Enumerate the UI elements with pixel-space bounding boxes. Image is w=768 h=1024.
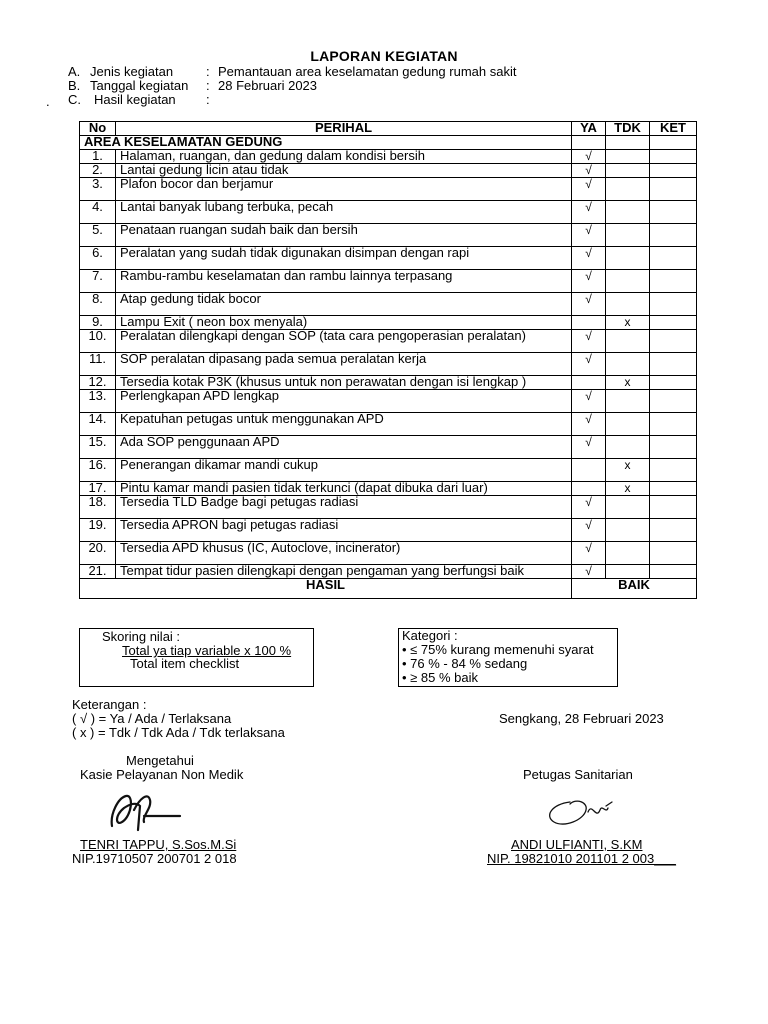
row-ket xyxy=(650,496,697,519)
section-row xyxy=(80,136,697,150)
table-row xyxy=(80,482,697,496)
place-date: Sengkang, 28 Februari 2023 xyxy=(499,711,664,726)
row-perihal: SOP peralatan dipasang pada semua peralatan kerja xyxy=(116,353,572,376)
row-tdk-mark: x xyxy=(606,316,650,330)
row-ya-mark xyxy=(572,376,606,390)
hasil-value: BAIK xyxy=(572,579,697,599)
row-ya-mark: √ xyxy=(572,565,606,579)
row-perihal: Tersedia APD khusus (IC, Autoclove, incinerator) xyxy=(116,542,572,565)
row-number: 2. xyxy=(80,164,116,178)
row-tdk-mark xyxy=(606,224,650,247)
row-tdk-mark xyxy=(606,247,650,270)
scoring-numerator: Total ya tiap variable x 100 % xyxy=(122,643,292,658)
row-tdk-mark xyxy=(606,390,650,413)
row-number: 13. xyxy=(80,390,116,413)
right-signature-icon xyxy=(540,792,620,834)
row-number: 7. xyxy=(80,270,116,293)
row-ket xyxy=(650,459,697,482)
row-perihal: Penataan ruangan sudah baik dan bersih xyxy=(116,224,572,247)
row-tdk-mark xyxy=(606,330,650,353)
hasil-row xyxy=(80,579,697,599)
row-ya-mark: √ xyxy=(572,293,606,316)
kategori-title: Kategori : xyxy=(402,628,458,643)
row-number: 4. xyxy=(80,201,116,224)
table-row xyxy=(80,519,697,542)
table-row xyxy=(80,270,697,293)
row-tdk-mark xyxy=(606,519,650,542)
row-tdk-mark xyxy=(606,164,650,178)
section-title: AREA KESELAMATAN GEDUNG xyxy=(80,136,572,150)
table-row xyxy=(80,247,697,270)
row-ket xyxy=(650,482,697,496)
left-signer-role: Kasie Pelayanan Non Medik xyxy=(80,767,244,782)
row-tdk-mark xyxy=(606,270,650,293)
header-tdk: TDK xyxy=(606,122,650,136)
table-row xyxy=(80,459,697,482)
row-perihal: Kepatuhan petugas untuk menggunakan APD xyxy=(116,413,572,436)
row-ya-mark: √ xyxy=(572,224,606,247)
left-signature-icon xyxy=(104,786,184,836)
keterangan-line: ( √ ) = Ya / Ada / Terlaksana xyxy=(72,711,232,726)
row-perihal: Plafon bocor dan berjamur xyxy=(116,178,572,201)
row-ket xyxy=(650,353,697,376)
kategori-item: • ≤ 75% kurang memenuhi syarat xyxy=(402,642,594,657)
mengetahui-label: Mengetahui xyxy=(126,753,194,768)
row-ket xyxy=(650,224,697,247)
row-ya-mark xyxy=(572,459,606,482)
row-number: 9. xyxy=(80,316,116,330)
row-tdk-mark: x xyxy=(606,459,650,482)
row-perihal: Tersedia kotak P3K (khusus untuk non perawatan dengan isi lengkap ) xyxy=(116,376,572,390)
row-number: 3. xyxy=(80,178,116,201)
keterangan-line: ( x ) = Tdk / Tdk Ada / Tdk terlaksana xyxy=(72,725,285,740)
table-row xyxy=(80,542,697,565)
keterangan-title: Keterangan : xyxy=(72,697,147,712)
kategori-item: • ≥ 85 % baik xyxy=(402,670,479,685)
row-ya-mark: √ xyxy=(572,353,606,376)
left-signer-nip: NIP.19710507 200701 2 018 xyxy=(72,851,237,866)
info-row-tanggal: B. Tanggal kegiatan : 28 Februari 2023 xyxy=(68,78,318,93)
row-ya-mark: √ xyxy=(572,496,606,519)
table-row xyxy=(80,413,697,436)
row-tdk-mark xyxy=(606,150,650,164)
info-row-hasil: C. Hasil kegiatan : xyxy=(68,92,210,107)
row-perihal: Rambu-rambu keselamatan dan rambu lainnya terpasang xyxy=(116,270,572,293)
row-number: 21. xyxy=(80,565,116,579)
row-ket xyxy=(650,316,697,330)
row-ket xyxy=(650,247,697,270)
row-perihal: Lantai banyak lubang terbuka, pecah xyxy=(116,201,572,224)
row-ket xyxy=(650,519,697,542)
row-tdk-mark xyxy=(606,353,650,376)
table-header-row xyxy=(80,122,697,136)
row-number: 14. xyxy=(80,413,116,436)
header-ya: YA xyxy=(572,122,606,136)
left-signer-name: TENRI TAPPU, S.Sos.M.Si xyxy=(80,837,237,852)
row-ya-mark: √ xyxy=(572,201,606,224)
table-row xyxy=(80,330,697,353)
row-number: 15. xyxy=(80,436,116,459)
row-number: 1. xyxy=(80,150,116,164)
row-ket xyxy=(650,150,697,164)
row-number: 20. xyxy=(80,542,116,565)
row-number: 17. xyxy=(80,482,116,496)
row-tdk-mark xyxy=(606,201,650,224)
stray-dot: . xyxy=(46,94,50,109)
table-row xyxy=(80,150,697,164)
row-number: 19. xyxy=(80,519,116,542)
row-tdk-mark xyxy=(606,542,650,565)
right-signer-nip: NIP. 19821010 201101 2 003___ xyxy=(487,851,676,866)
row-tdk-mark: x xyxy=(606,482,650,496)
row-ya-mark: √ xyxy=(572,150,606,164)
row-tdk-mark xyxy=(606,413,650,436)
table-row xyxy=(80,224,697,247)
row-ket xyxy=(650,178,697,201)
right-signer-role: Petugas Sanitarian xyxy=(523,767,633,782)
row-perihal: Halaman, ruangan, dan gedung dalam kondisi bersih xyxy=(116,150,572,164)
row-tdk-mark: x xyxy=(606,376,650,390)
row-number: 12. xyxy=(80,376,116,390)
row-ya-mark: √ xyxy=(572,413,606,436)
table-row xyxy=(80,293,697,316)
header-no: No xyxy=(80,122,116,136)
row-ya-mark xyxy=(572,482,606,496)
row-perihal: Tersedia APRON bagi petugas radiasi xyxy=(116,519,572,542)
table-row xyxy=(80,496,697,519)
table-row xyxy=(80,164,697,178)
kategori-box xyxy=(398,628,618,687)
row-perihal: Lantai gedung licin atau tidak xyxy=(116,164,572,178)
hasil-label: HASIL xyxy=(80,579,572,599)
scoring-title: Skoring nilai : xyxy=(102,629,181,644)
row-ket xyxy=(650,270,697,293)
row-ya-mark: √ xyxy=(572,519,606,542)
row-ya-mark: √ xyxy=(572,247,606,270)
row-ket xyxy=(650,164,697,178)
row-tdk-mark xyxy=(606,565,650,579)
header-ket: KET xyxy=(650,122,697,136)
table-row xyxy=(80,201,697,224)
checklist-table xyxy=(79,121,697,599)
row-perihal: Penerangan dikamar mandi cukup xyxy=(116,459,572,482)
table-row xyxy=(80,376,697,390)
row-ya-mark: √ xyxy=(572,164,606,178)
row-number: 5. xyxy=(80,224,116,247)
row-ya-mark: √ xyxy=(572,178,606,201)
row-tdk-mark xyxy=(606,293,650,316)
row-ya-mark: √ xyxy=(572,436,606,459)
row-ya-mark: √ xyxy=(572,542,606,565)
info-row-jenis: A. Jenis kegiatan : Pemantauan area keselamatan gedung rumah sakit xyxy=(68,64,517,79)
row-perihal: Tempat tidur pasien dilengkapi dengan pengaman yang berfungsi baik xyxy=(116,565,572,579)
row-tdk-mark xyxy=(606,436,650,459)
right-signer-name: ANDI ULFIANTI, S.KM xyxy=(511,837,643,852)
row-perihal: Tersedia TLD Badge bagi petugas radiasi xyxy=(116,496,572,519)
row-number: 6. xyxy=(80,247,116,270)
row-number: 10. xyxy=(80,330,116,353)
scoring-box xyxy=(79,628,314,687)
row-number: 11. xyxy=(80,353,116,376)
row-ya-mark: √ xyxy=(572,330,606,353)
row-ya-mark: √ xyxy=(572,270,606,293)
row-perihal: Peralatan dilengkapi dengan SOP (tata cara pengoperasian peralatan) xyxy=(116,330,572,353)
row-perihal: Atap gedung tidak bocor xyxy=(116,293,572,316)
scoring-denominator: Total item checklist xyxy=(130,656,240,671)
table-row xyxy=(80,316,697,330)
row-number: 16. xyxy=(80,459,116,482)
row-ket xyxy=(650,542,697,565)
table-row xyxy=(80,565,697,579)
table-row xyxy=(80,436,697,459)
row-perihal: Ada SOP penggunaan APD xyxy=(116,436,572,459)
row-ya-mark xyxy=(572,316,606,330)
row-ket xyxy=(650,293,697,316)
table-row xyxy=(80,178,697,201)
report-title: LAPORAN KEGIATAN xyxy=(310,48,458,64)
header-perihal: PERIHAL xyxy=(116,122,572,136)
row-perihal: Lampu Exit ( neon box menyala) xyxy=(116,316,572,330)
row-ket xyxy=(650,565,697,579)
row-ket xyxy=(650,436,697,459)
row-ket xyxy=(650,413,697,436)
row-ket xyxy=(650,330,697,353)
row-ket xyxy=(650,390,697,413)
row-ket xyxy=(650,376,697,390)
row-number: 8. xyxy=(80,293,116,316)
table-row xyxy=(80,390,697,413)
row-number: 18. xyxy=(80,496,116,519)
row-ket xyxy=(650,201,697,224)
row-perihal: Pintu kamar mandi pasien tidak terkunci (dapat dibuka dari luar) xyxy=(116,482,572,496)
table-row xyxy=(80,353,697,376)
row-perihal: Peralatan yang sudah tidak digunakan disimpan dengan rapi xyxy=(116,247,572,270)
row-tdk-mark xyxy=(606,178,650,201)
kategori-item: • 76 % - 84 % sedang xyxy=(402,656,528,671)
row-ya-mark: √ xyxy=(572,390,606,413)
row-tdk-mark xyxy=(606,496,650,519)
row-perihal: Perlengkapan APD lengkap xyxy=(116,390,572,413)
